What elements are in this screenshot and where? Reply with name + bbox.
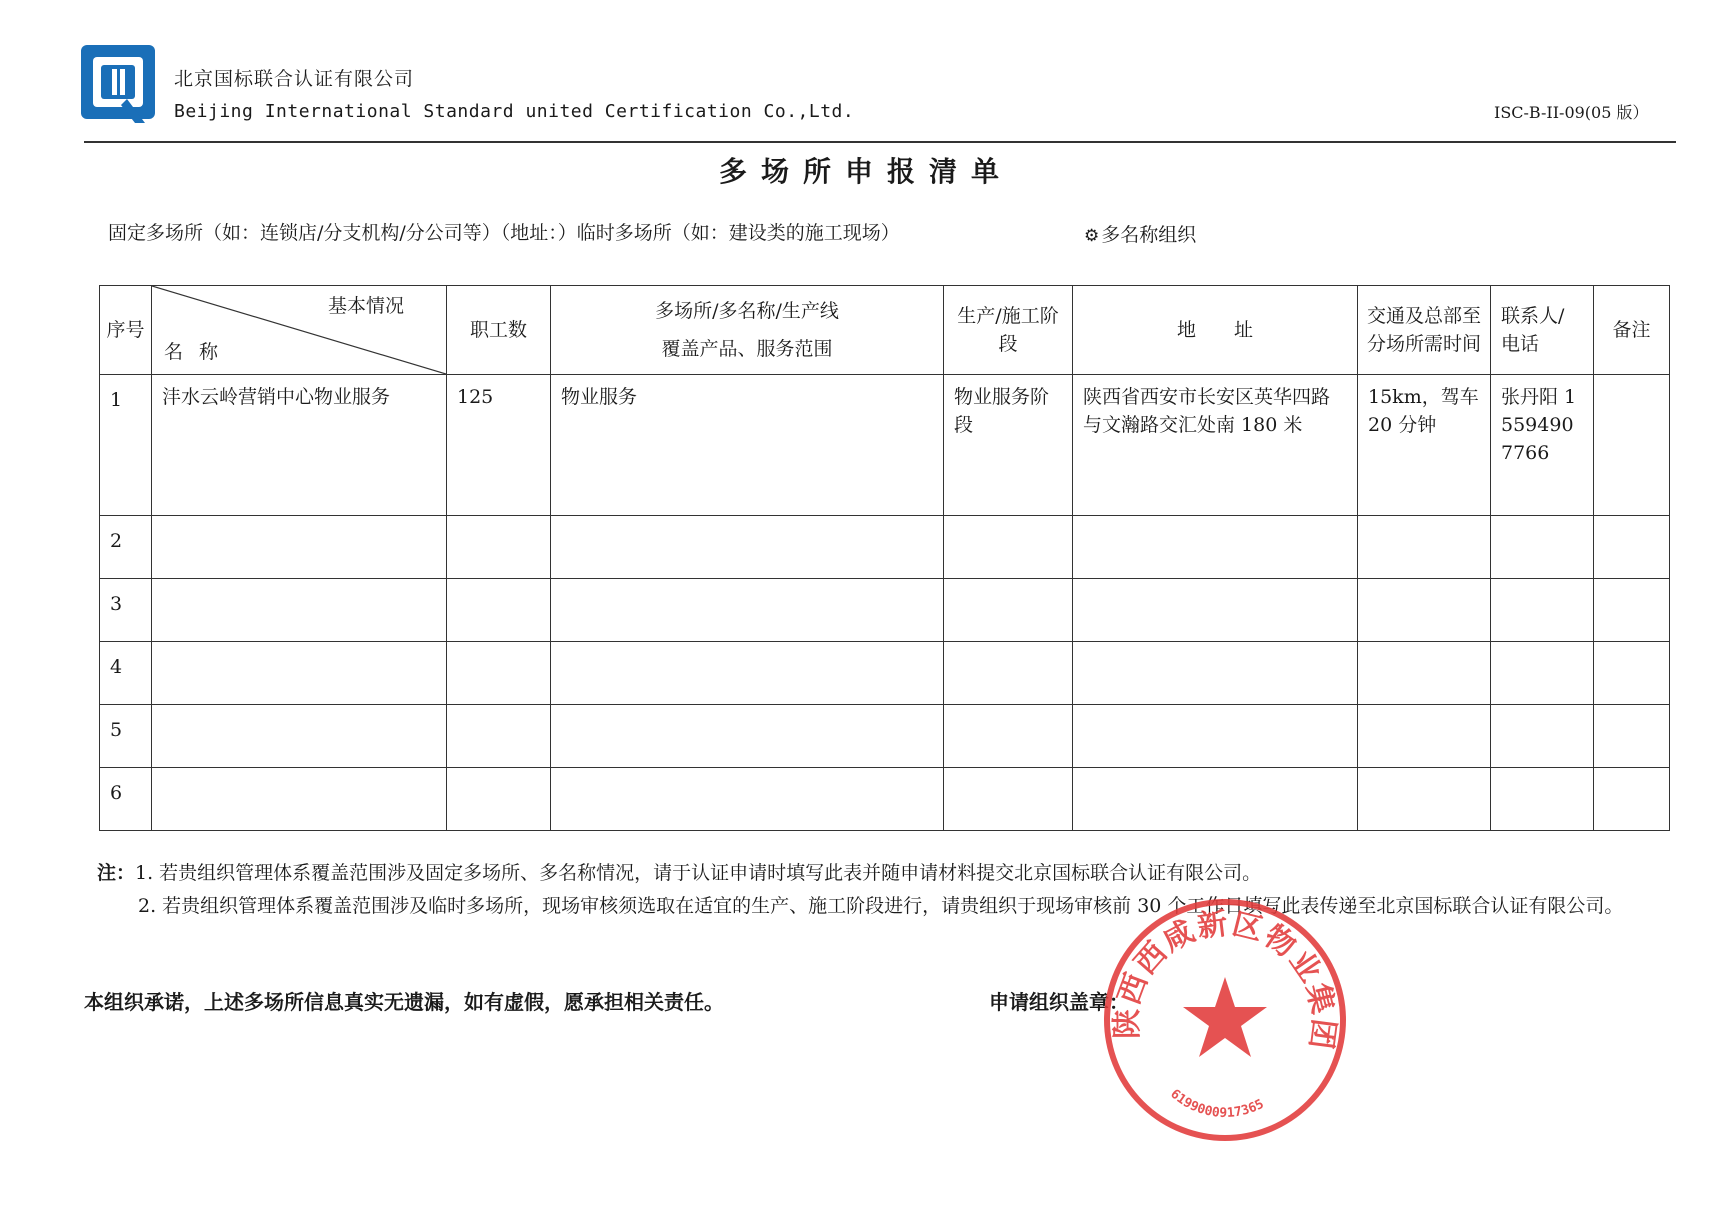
- cell-seq: 1: [100, 375, 152, 516]
- col-basic-info: [152, 286, 447, 375]
- cell-staff: 125: [447, 375, 551, 516]
- gear-icon: ⚙: [1084, 226, 1100, 246]
- cell-contact: 张丹阳 15594907766: [1491, 375, 1594, 516]
- svg-text:陕西西咸新区物业集团有限公司: 陕西西咸新区物业集团: [1109, 906, 1342, 1054]
- col-stage: 生产/施工阶段: [944, 286, 1073, 375]
- table-row: [100, 642, 1670, 705]
- form-code: ISC-B-II-09(05 版）: [1494, 103, 1649, 122]
- commitment-statement: 本组织承诺，上述多场所信息真实无遗漏，如有虚假，愿承担相关责任。: [84, 990, 724, 1014]
- svg-text:6199000917365: 6199000917365: [1167, 1086, 1267, 1121]
- table-row: [100, 579, 1670, 642]
- note-label: 注：: [97, 862, 136, 884]
- col-scope: [551, 286, 944, 375]
- cell-address: 陕西省西安市长安区英华四路与文瀚路交汇处南 180 米: [1073, 375, 1358, 516]
- header-divider: [84, 141, 1676, 143]
- document-title: 多场所申报清单: [718, 155, 1013, 188]
- col-staff: 职工数: [447, 286, 551, 375]
- cell-seq: 3: [100, 579, 152, 642]
- sites-table: [99, 285, 1670, 831]
- note-2: 2. 若贵组织管理体系覆盖范围涉及临时多场所，现场审核须选取在适宜的生产、施工阶段进行，请贵组织于现场审核前 30 个工作日填写此表传递至北京国标联合认证有限公司。: [138, 895, 1624, 917]
- cell-remark: [1594, 375, 1670, 516]
- site-type-line: 固定多场所（如：连锁店/分支机构/分公司等）（地址：）临时多场所（如：建设类的施工现场）: [108, 222, 900, 244]
- note-1: [97, 858, 1261, 885]
- cell-seq: 5: [100, 705, 152, 768]
- col-scope-line2: 覆盖产品、服务范围: [661, 338, 833, 360]
- multi-name-option: [1084, 220, 1196, 247]
- company-seal-stamp: [1100, 895, 1350, 1145]
- col-remark: 备注: [1594, 286, 1670, 375]
- col-contact: 联系人/电话: [1491, 286, 1594, 375]
- multi-name-label: 多名称组织: [1101, 224, 1197, 246]
- cell-seq: 4: [100, 642, 152, 705]
- cell-scope: 物业服务: [551, 375, 944, 516]
- col-seq: 序号: [100, 286, 152, 375]
- col-scope-line1: 多场所/多名称/生产线: [655, 300, 839, 322]
- cell-stage: 物业服务阶段: [944, 375, 1073, 516]
- seal-label: 申请组织盖章：: [989, 990, 1129, 1014]
- company-logo: [79, 43, 157, 127]
- note-1-text: 1. 若贵组织管理体系覆盖范围涉及固定多场所、多名称情况，请于认证申请时填写此表并随申请材料提交北京国标联合认证有限公司。: [135, 862, 1262, 884]
- cell-traffic: 15km，驾车 20 分钟: [1358, 375, 1491, 516]
- company-name-en: Beijing International Standard united Certification Co.,Ltd.: [174, 101, 855, 122]
- company-name-cn: 北京国标联合认证有限公司: [174, 68, 415, 90]
- cell-seq: 2: [100, 516, 152, 579]
- col-traffic: 交通及总部至分场所需时间: [1358, 286, 1491, 375]
- table-row: [100, 768, 1670, 831]
- table-row: [100, 375, 1670, 516]
- table-row: [100, 516, 1670, 579]
- col-address: 地 址: [1073, 286, 1358, 375]
- cell-seq: 6: [100, 768, 152, 831]
- table-row: [100, 705, 1670, 768]
- cell-name: 沣水云岭营销中心物业服务: [152, 375, 447, 516]
- col-basic-info-label: 基本情况: [327, 295, 404, 317]
- col-name-label: 名称: [164, 341, 235, 363]
- table-header-row: [100, 286, 1670, 375]
